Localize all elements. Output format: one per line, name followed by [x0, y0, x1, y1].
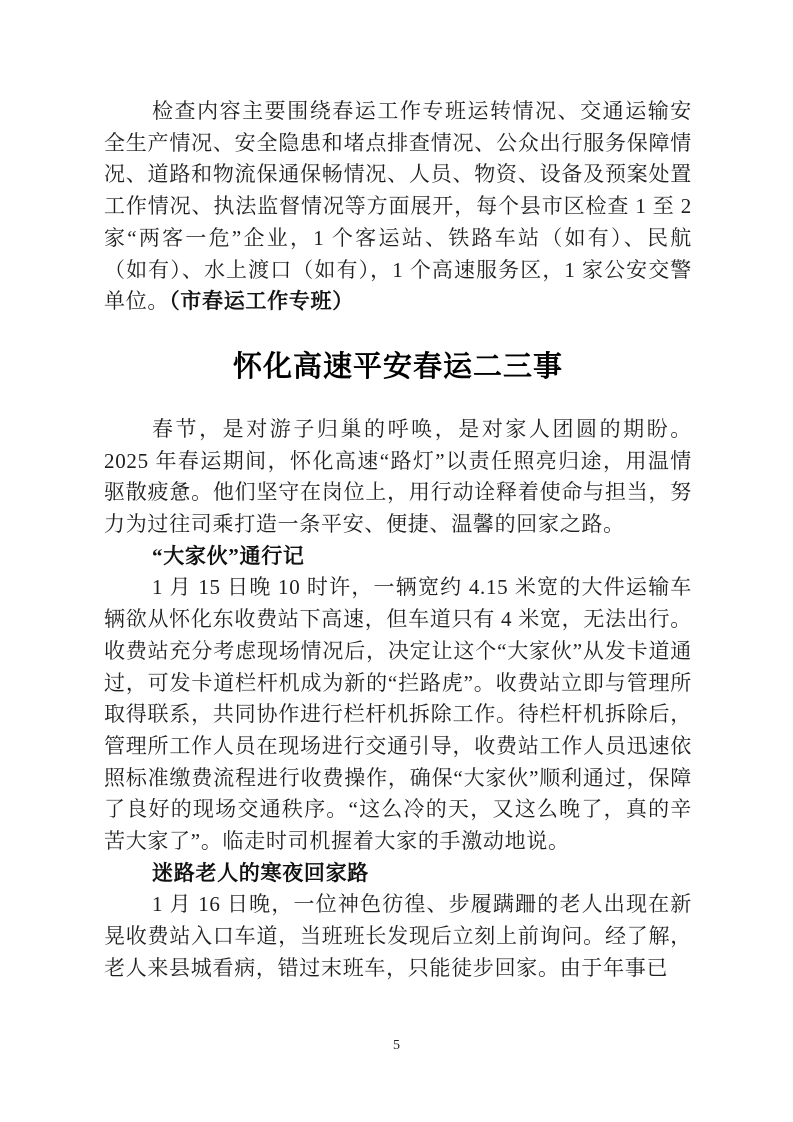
article-intro-paragraph: 春节，是对游子归巢的呼唤，是对家人团圆的期盼。2025 年春运期间，怀化高速“路灯”以责任照亮归途，用温情驱散疲惫。他们坚守在岗位上，用行动诠释着使命与担当，努力为过往司乘打造一条平安、便捷、温馨的回家之路。	[104, 416, 692, 537]
section-body-lost-elder: 1 月 16 日晚，一位神色彷徨、步履蹒跚的老人出现在新晃收费站入口车道，当班班长发现后立刻上前询问。经了解，老人来县城看病，错过末班车，只能徒步回家。由于年事已	[104, 892, 692, 980]
article-title: 怀化高速平安春运二三事	[232, 350, 563, 383]
lead-paragraph-text: 检查内容主要围绕春运工作专班运转情况、交通运输安全生产情况、安全隐患和堵点排查情况、公众出行服务保障情况、道路和物流保通保畅情况、人员、物资、设备及预案处置工作情况、执法监督情况等方面展开，每个县市区检查 1 至 2 家“两客一危”企业，1 个客运站、铁路车站（如有）、民航（如有）、水上渡口（如有），1 个高速服务区，1 家公安交警单位。	[104, 99, 692, 314]
page-number: 5	[393, 1038, 400, 1053]
page-content	[104, 96, 692, 985]
section-body-big-vehicle: 1 月 15 日晚 10 时许，一辆宽约 4.15 米宽的大件运输车辆欲从怀化东收费站下高速，但车道只有 4 米宽，无法出行。收费站充分考虑现场情况后，决定让这个“大家伙”从发卡道通过，可发卡道栏杆机成为新的“拦路虎”。收费站立即与管理所取得联系，共同协作进行栏杆机拆除工作。待栏杆机拆除后，管理所工作人员在现场进行交通引导，收费站工作人员迅速依照标准缴费流程进行收费操作，确保“大家伙”顺利通过，保障了良好的现场交通秩序。“这么冷的天，又这么晚了，真的辛苦大家了”。临走时司机握着大家的手激动地说。	[104, 575, 692, 854]
lead-paragraph-attribution: （市春运工作专班）	[169, 289, 354, 314]
section-heading-big-vehicle: “大家伙”通行记	[152, 543, 305, 568]
lead-paragraph	[104, 96, 692, 318]
section-heading-lost-elder: 迷路老人的寒夜回家路	[152, 860, 369, 885]
